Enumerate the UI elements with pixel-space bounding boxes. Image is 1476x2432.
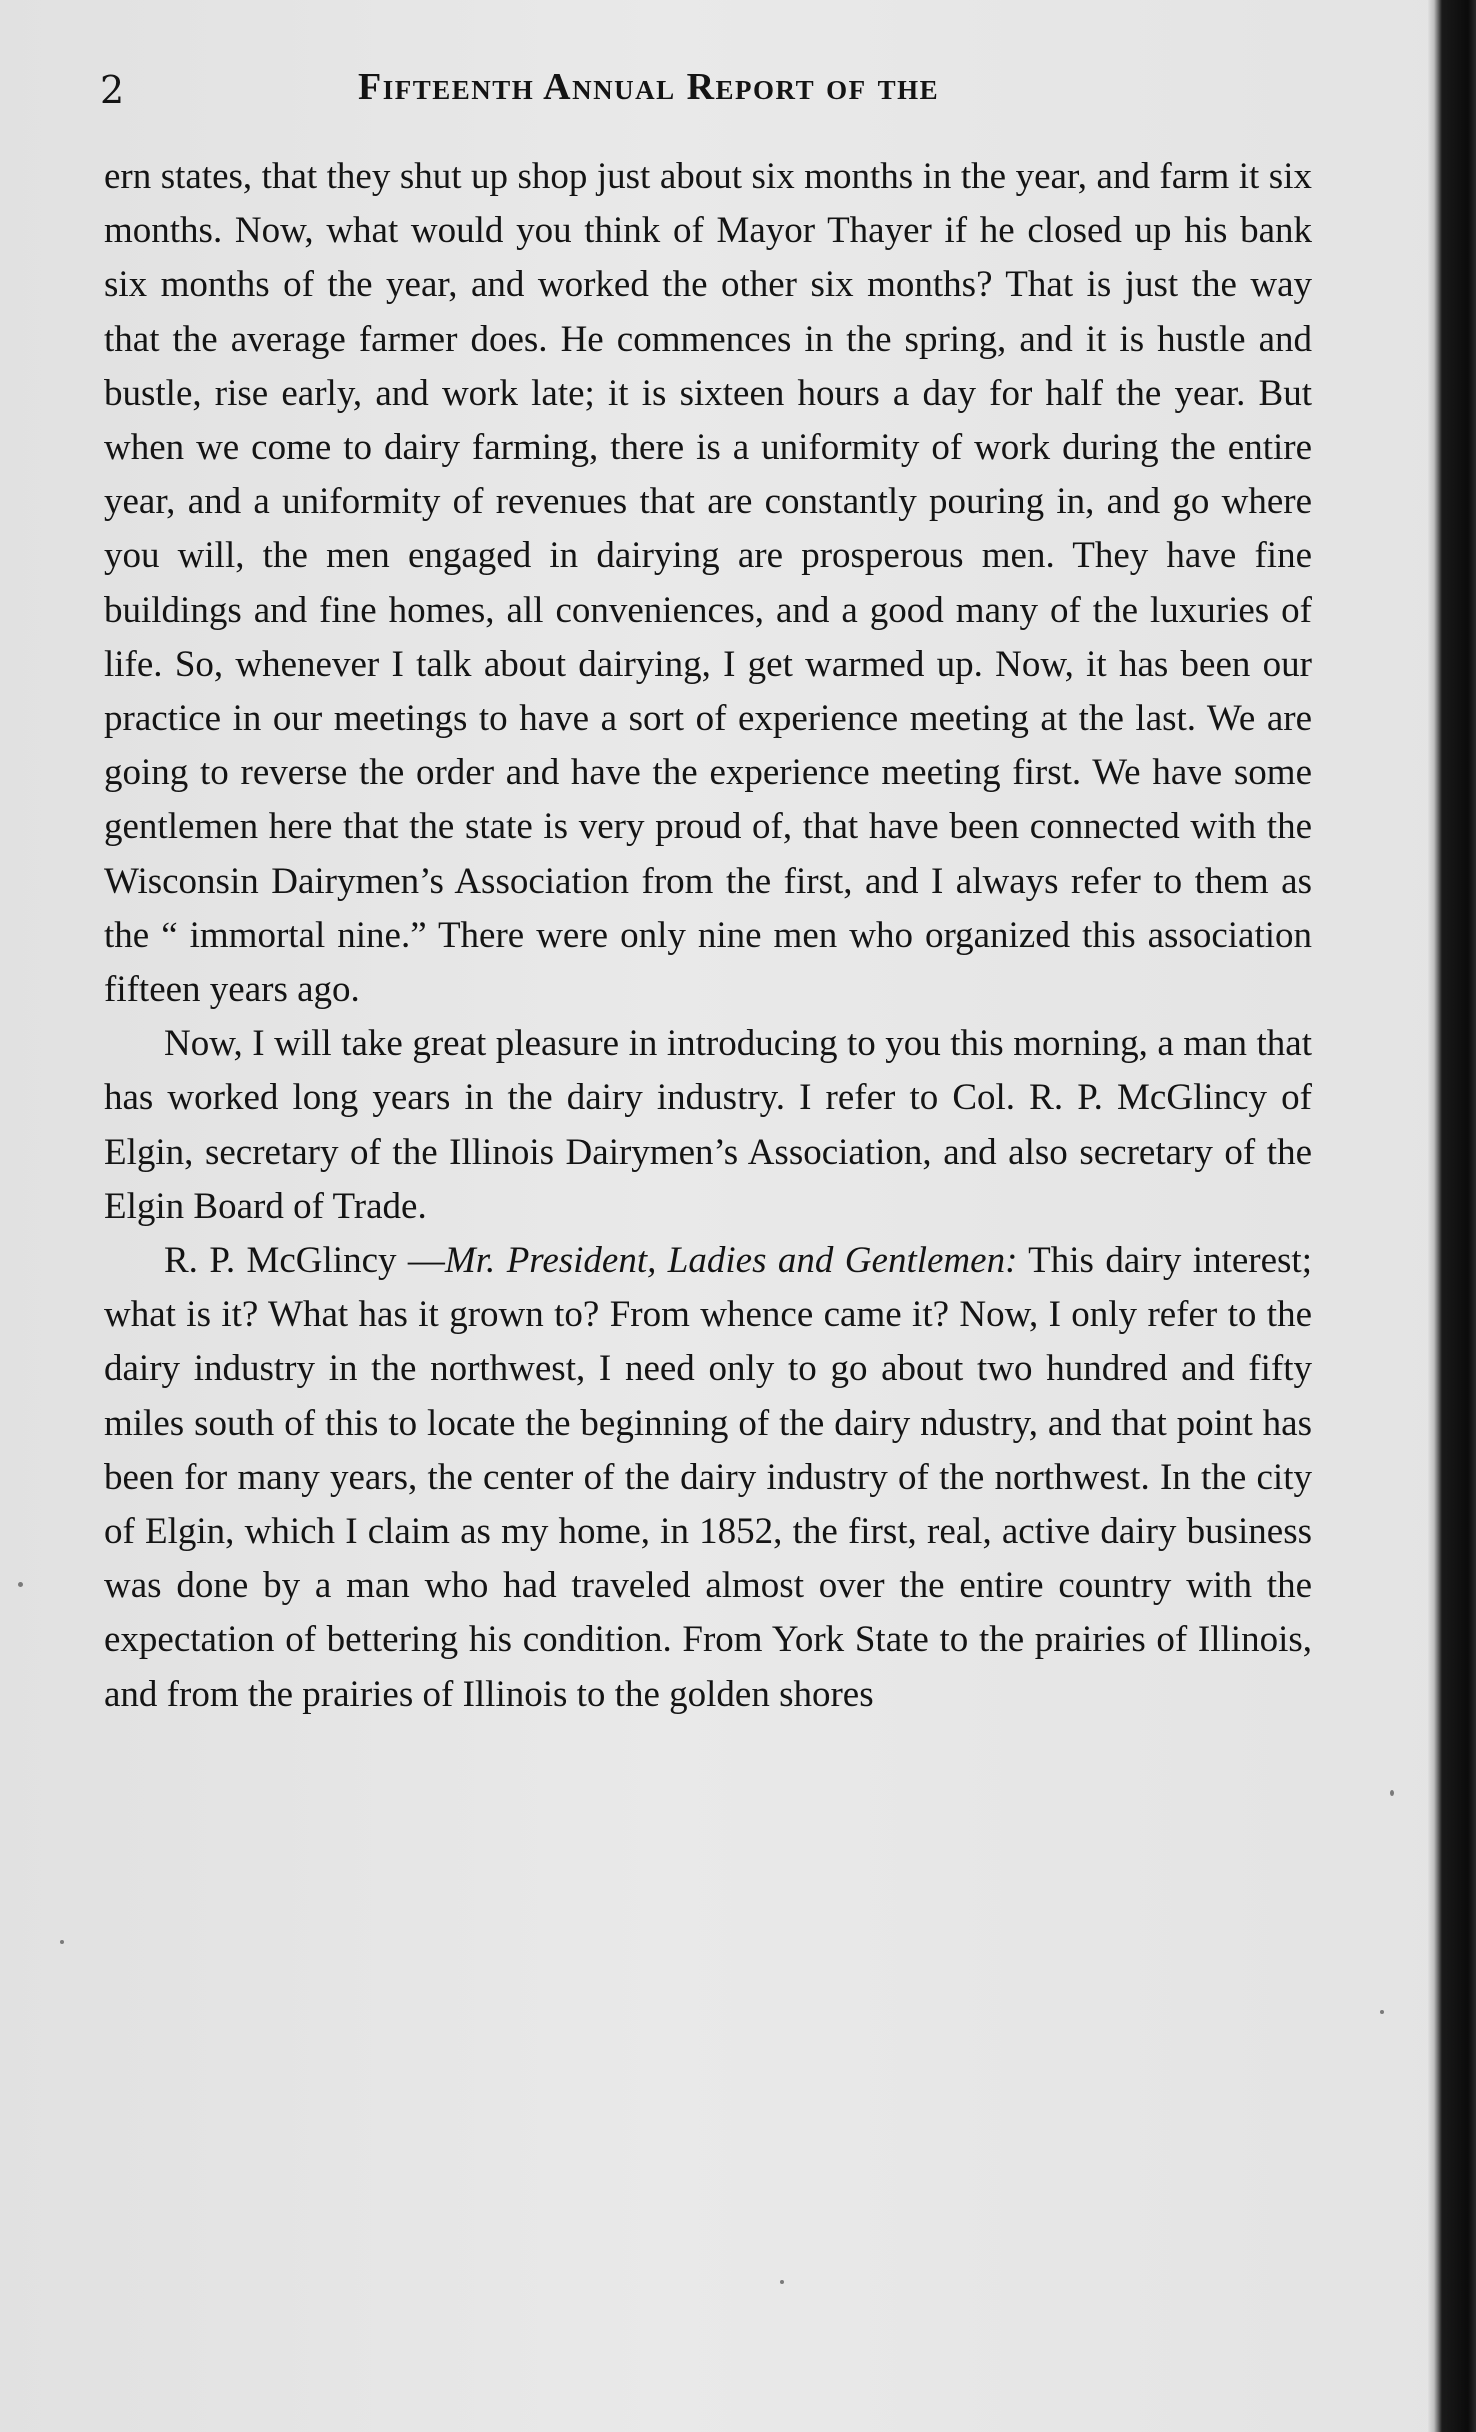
speech-paragraph [104,1234,1312,1722]
page-number: 2 [100,68,125,112]
body-text [104,150,1312,1722]
paragraph-2: Now, I will take great pleasure in introducing to you this morning, a man that has worked long years in the dairy industry. I refer to Col. R. P. McGlincy of Elgin, secretary of the Illinois Dairymen’s Association, and also secretary of the Elgin Board of Trade. [104,1023,1312,1227]
paper-speck [60,1940,64,1944]
paper-speck [18,1582,23,1587]
running-head-title: Fifteenth Annual Report of the [358,66,940,108]
speech-text: This dairy interest; what is it? What has it grown to? From whence came it? Now, I only refer to the dairy industry in the northwest, I need only to go about two hundred and fifty miles south of this to locate the beginning of the dairy ndustry, and that point has been for many years, the center of the dairy industry of the northwest. In the city of Elgin, which I claim as my home, in 1852, the first, real, active dairy business was done by a man who had traveled almost over the entire country with the expectation of bettering his condition. From York State to the prairies of Illinois, and from the prairies of Illinois to the golden shores [104,1240,1312,1715]
speaker-address: Mr. President, Ladies and Gentlemen: [444,1240,1018,1282]
running-head [100,58,1380,118]
paper-speck [1380,2010,1384,2014]
speaker-name: R. P. McGlincy — [164,1240,445,1282]
paper-speck [1390,1790,1394,1796]
page-binding-shadow [1428,0,1476,2432]
paper-speck [780,2280,784,2284]
paragraph-1: ern states, that they shut up shop just about six months in the year, and farm it six months. Now, what would you think of Mayor Thayer if he closed up his bank six months of the year, and worked the other six months? That is just the way that the average farmer does. He commences in the spring, and it is hustle and bustle, rise early, and work late; it is sixteen hours a day for half the year. But when we come to dairy farming, there is a uniformity of work during the entire year, and a uniformity of revenues that are constantly pouring in, and go where you will, the men engaged in dairying are prosperous men. They have fine buildings and fine homes, all conveniences, and a good many of the luxuries of life. So, whenever I talk about dairying, I get warmed up. Now, it has been our practice in our meetings to have a sort of experience meeting at the last. We are going to reverse the order and have the experience meeting first. We have some gentlemen here that the state is very proud of, that have been connected with the Wisconsin Dairymen’s Association from the first, and I always refer to them as the “ immortal nine.” There were only nine men who organized this association fifteen years ago. [104,156,1312,1011]
